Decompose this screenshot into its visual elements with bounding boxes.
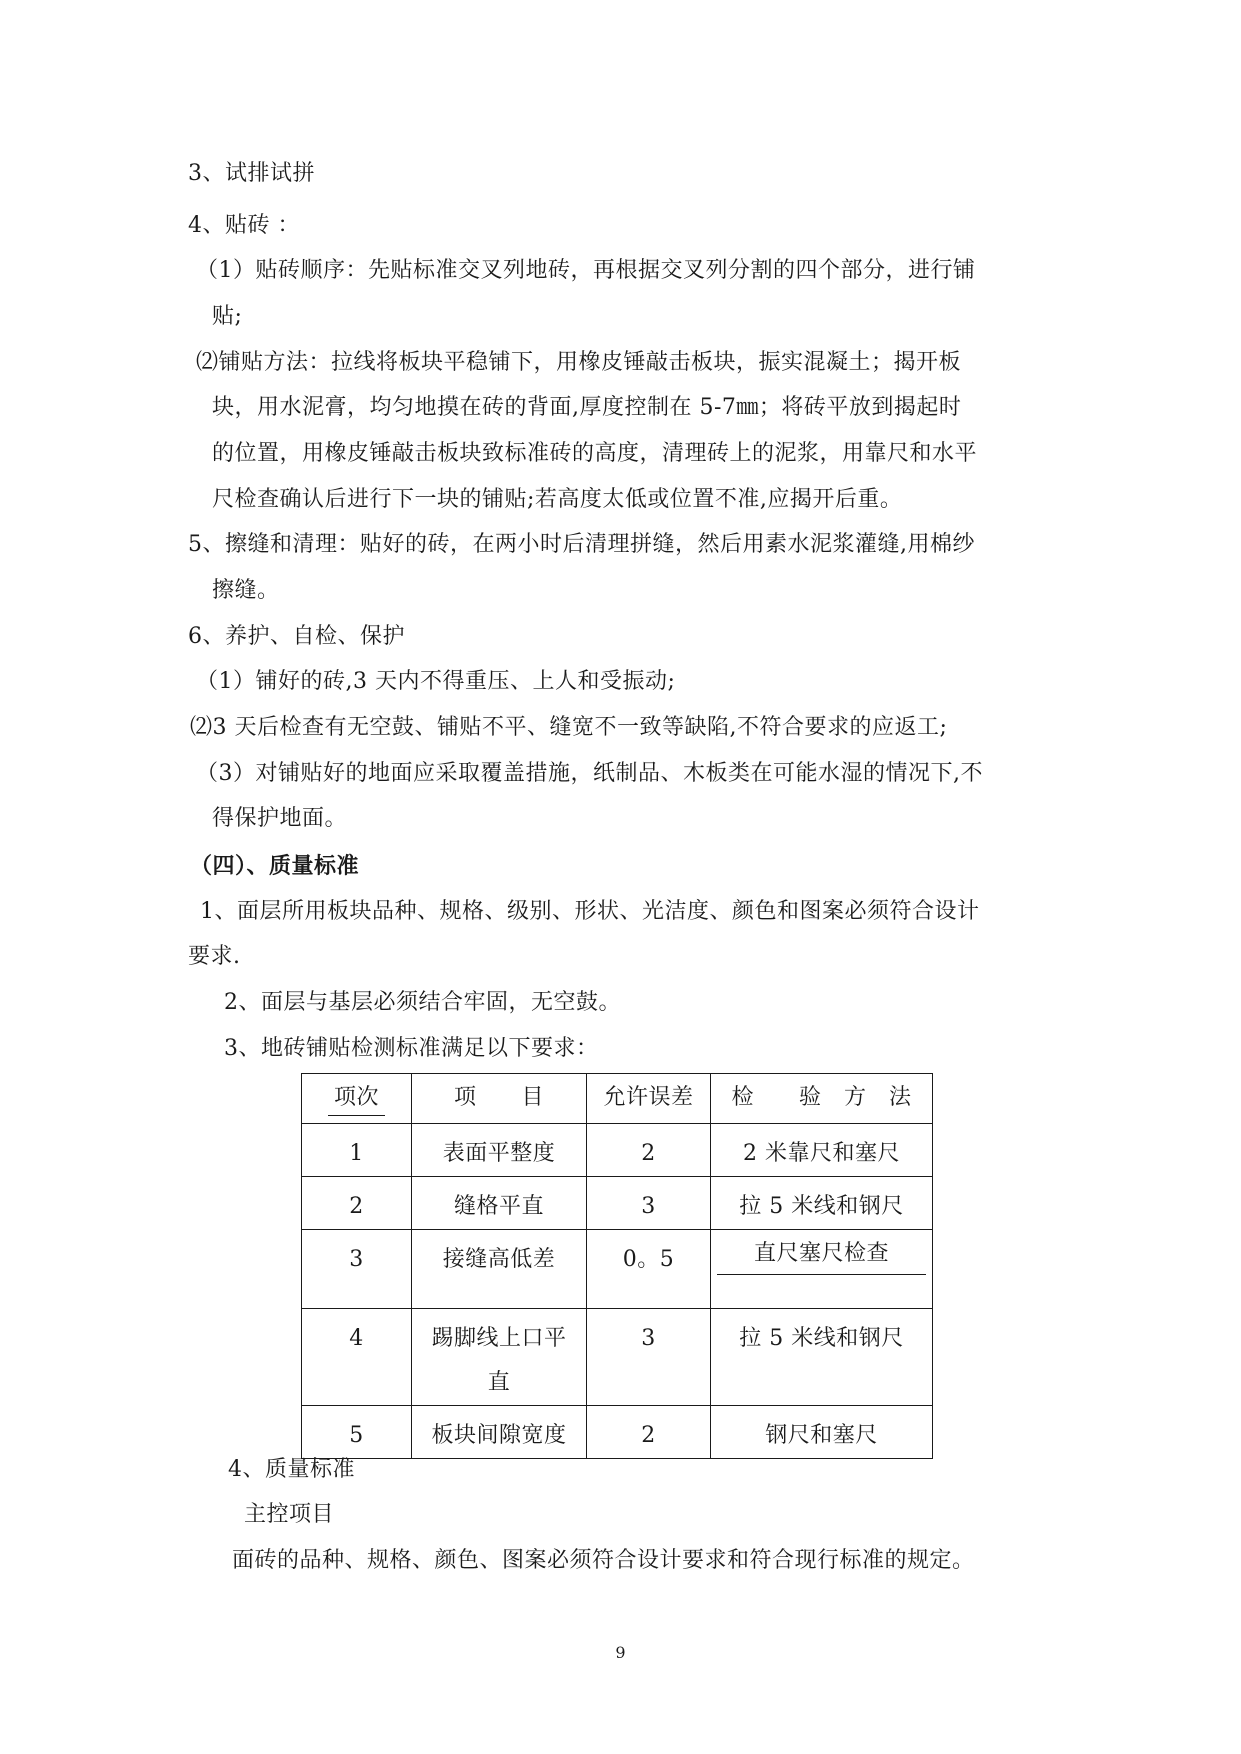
table-cell: 3 xyxy=(587,1177,711,1230)
step-4-2-line-3: 的位置，用橡皮锤敲击板块致标准砖的高度，清理砖上的泥浆，用靠尺和水平 xyxy=(212,441,978,466)
step-4-1-line-2: 贴; xyxy=(212,304,243,329)
header-cell: 项 目 xyxy=(412,1074,587,1124)
table-cell: 4 xyxy=(302,1309,412,1406)
table-cell: 2 米靠尺和塞尺 xyxy=(711,1124,933,1177)
step-5-line-2: 擦缝。 xyxy=(212,578,280,603)
quality-item-1-line-1: 1、面层所用板块品种、规格、级别、形状、光洁度、颜色和图案必须符合设计 xyxy=(200,899,980,924)
table-cell: 接缝高低差 xyxy=(412,1230,587,1309)
table-cell: 3 xyxy=(587,1309,711,1406)
table-cell: 拉 5 米线和钢尺 xyxy=(711,1177,933,1230)
table-cell: 5 xyxy=(302,1406,412,1459)
table-cell: 2 xyxy=(587,1124,711,1177)
table-cell: 踢脚线上口平直 xyxy=(412,1309,587,1406)
quality-standard-heading: 4、质量标准 xyxy=(228,1457,355,1482)
table-row xyxy=(302,1124,933,1177)
table-cell: 表面平整度 xyxy=(412,1124,587,1177)
section-heading-quality: （四）、质量标准 xyxy=(190,853,360,879)
quality-item-3: 3、地砖铺贴检测标准满足以下要求： xyxy=(224,1036,599,1061)
step-5-line-1: 5、擦缝和清理：贴好的砖，在两小时后清理拼缝，然后用素水泥浆灌缝,用棉纱 xyxy=(188,532,975,557)
header-cell xyxy=(302,1074,412,1124)
header-item-no: 项次 xyxy=(328,1083,385,1116)
step-4-2-line-1: ⑵铺贴方法：拉线将板块平稳铺下，用橡皮锤敲击板块，振实混凝土；揭开板 xyxy=(196,350,962,375)
header-cell: 允许误差 xyxy=(587,1074,711,1124)
table-cell xyxy=(711,1230,933,1309)
table-header-row xyxy=(302,1074,933,1124)
main-control-items-heading: 主控项目 xyxy=(244,1502,335,1527)
table-row xyxy=(302,1230,933,1309)
table-cell: 缝格平直 xyxy=(412,1177,587,1230)
method-text: 直尺塞尺检查 xyxy=(717,1238,926,1275)
quality-item-2: 2、面层与基层必须结合牢固，无空鼓。 xyxy=(224,990,621,1015)
table-cell: 钢尺和塞尺 xyxy=(711,1406,933,1459)
table-cell: 1 xyxy=(302,1124,412,1177)
step-6-heading: 6、养护、自检、保护 xyxy=(188,624,405,649)
step-4-2-line-2: 块，用水泥膏，均匀地摸在砖的背面,厚度控制在 5-7㎜；将砖平放到揭起时 xyxy=(212,395,962,420)
quality-item-1-line-2: 要求. xyxy=(188,944,241,969)
step-4-heading: 4、贴砖 ： xyxy=(188,213,300,238)
step-4-2-line-4: 尺检查确认后进行下一块的铺贴;若高度太低或位置不准,应揭开后重。 xyxy=(212,487,903,512)
page-number: 9 xyxy=(615,1643,626,1662)
table-cell: 2 xyxy=(302,1177,412,1230)
step-6-1: （1）铺好的砖,3 天内不得重压、上人和受振动; xyxy=(196,669,676,694)
table-cell: 拉 5 米线和钢尺 xyxy=(711,1309,933,1406)
header-cell: 检 验 方 法 xyxy=(711,1074,933,1124)
table-cell: 板块间隙宽度 xyxy=(412,1406,587,1459)
table-cell: 0。5 xyxy=(587,1230,711,1309)
table-row xyxy=(302,1177,933,1230)
inspection-standards-table xyxy=(301,1073,933,1459)
step-6-3-line-1: （3）对铺贴好的地面应采取覆盖措施，纸制品、木板类在可能水湿的情况下,不 xyxy=(196,761,983,786)
table-cell: 2 xyxy=(587,1406,711,1459)
step-6-3-line-2: 得保护地面。 xyxy=(212,806,348,831)
table-cell: 3 xyxy=(302,1230,412,1309)
table-row xyxy=(302,1406,933,1459)
step-4-1-line-1: （1）贴砖顺序：先贴标准交叉列地砖，再根据交叉列分割的四个部分，进行铺 xyxy=(196,258,976,283)
table-row xyxy=(302,1309,933,1406)
main-control-requirement: 面砖的品种、规格、颜色、图案必须符合设计要求和符合现行标准的规定。 xyxy=(232,1548,975,1573)
step-3-heading: 3、试排试拼 xyxy=(188,161,315,186)
step-6-2: ⑵3 天后检查有无空鼓、铺贴不平、缝宽不一致等缺陷,不符合要求的应返工; xyxy=(190,715,948,740)
